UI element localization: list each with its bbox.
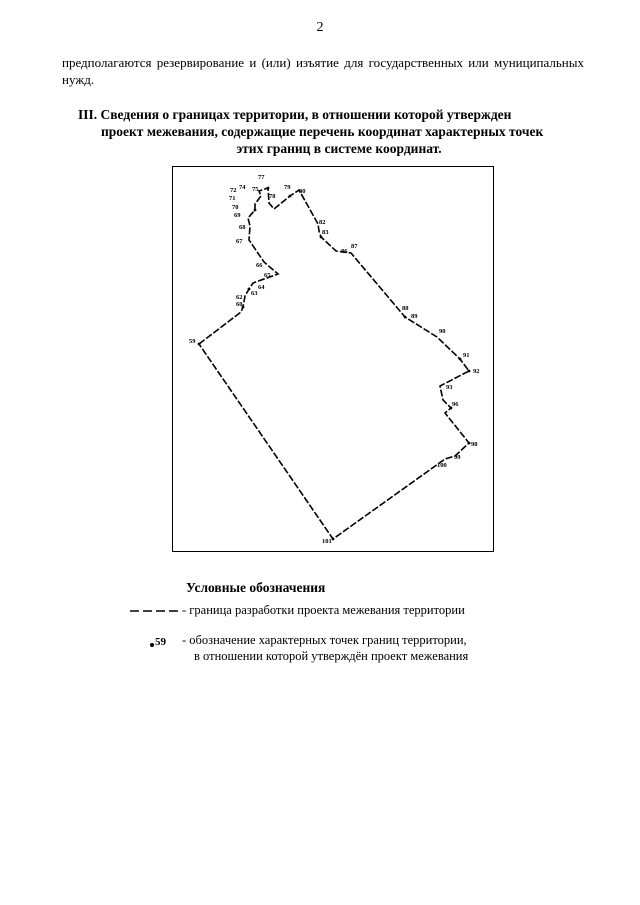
point-label: 72 (230, 187, 237, 194)
point-label: 77 (258, 174, 265, 181)
boundary-point-dot (468, 370, 471, 373)
section-heading-line-2: проект межевания, содержащие перечень координат характерных точек (101, 124, 544, 139)
point-label: 93 (446, 384, 453, 391)
page-number: 2 (316, 20, 324, 35)
point-marker-label: 59 (155, 636, 166, 648)
legend-point-text-line-2: в отношении которой утверждён проект межевания (194, 649, 469, 663)
section-heading (70, 106, 590, 157)
point-label: 89 (411, 313, 418, 320)
boundary-point-dot (332, 538, 335, 541)
point-label: 68 (239, 224, 246, 231)
boundary-point-dot (459, 358, 462, 361)
point-label: 59 (189, 338, 196, 345)
dashed-line-symbol (128, 602, 182, 618)
legend-title: Условные обозначения (186, 580, 326, 595)
boundary-point-dot (289, 195, 292, 198)
point-label: 88 (402, 305, 409, 312)
boundary-map (172, 166, 494, 552)
legend-boundary-item (128, 602, 548, 620)
boundary-point-dot (404, 316, 407, 319)
point-label: 87 (351, 243, 358, 250)
section-heading-line-3: этих границ в системе координат. (236, 141, 442, 156)
legend-point-item (128, 632, 548, 672)
legend-point-text-line-1: - обозначение характерных точек границ территории, (182, 633, 467, 647)
legend-point-text (182, 632, 468, 664)
boundary-point-dot (248, 288, 251, 291)
point-label: 74 (239, 184, 246, 191)
point-label: 64 (258, 284, 265, 291)
point-marker-symbol (150, 636, 166, 648)
legend-boundary-text: - граница разработки проекта межевания территории (182, 603, 465, 617)
point-label: 66 (256, 262, 263, 269)
point-label: 65 (264, 272, 271, 279)
point-label: 62 (236, 294, 243, 301)
boundary-point-dot (198, 343, 201, 346)
point-label: 70 (232, 204, 239, 211)
point-label: 86 (341, 248, 348, 255)
point-label: 60 (236, 301, 243, 308)
point-label: 92 (473, 368, 480, 375)
point-label: 96 (452, 401, 459, 408)
point-label: 63 (251, 290, 258, 297)
boundary-point-dot (320, 236, 323, 239)
section-heading-line-1: III. Сведения о границах территории, в отношении которой утвержден (78, 107, 512, 122)
boundary-point-dot (468, 442, 471, 445)
point-label: 67 (236, 238, 243, 245)
point-label: 91 (463, 352, 470, 359)
point-label: 82 (319, 219, 326, 226)
point-dot-icon (150, 643, 154, 647)
point-label: 71 (229, 195, 236, 202)
point-label: 80 (299, 188, 306, 195)
point-label: 100 (437, 462, 447, 469)
point-label: 83 (322, 229, 329, 236)
point-label: 90 (439, 328, 446, 335)
point-label: 75 (252, 186, 259, 193)
point-label: 99 (454, 454, 461, 461)
boundary-point-dot (267, 187, 270, 190)
point-label: 69 (234, 212, 241, 219)
point-label: 98 (471, 441, 478, 448)
point-label: 78 (269, 193, 276, 200)
boundary-map-canvas (173, 167, 495, 553)
intro-paragraph: предполагаются резервирование и (или) изъятие для государственных или муниципальных нужд. (62, 55, 584, 87)
point-label: 79 (284, 184, 291, 191)
point-label: 101 (322, 538, 332, 545)
boundary-point-dot (254, 209, 257, 212)
